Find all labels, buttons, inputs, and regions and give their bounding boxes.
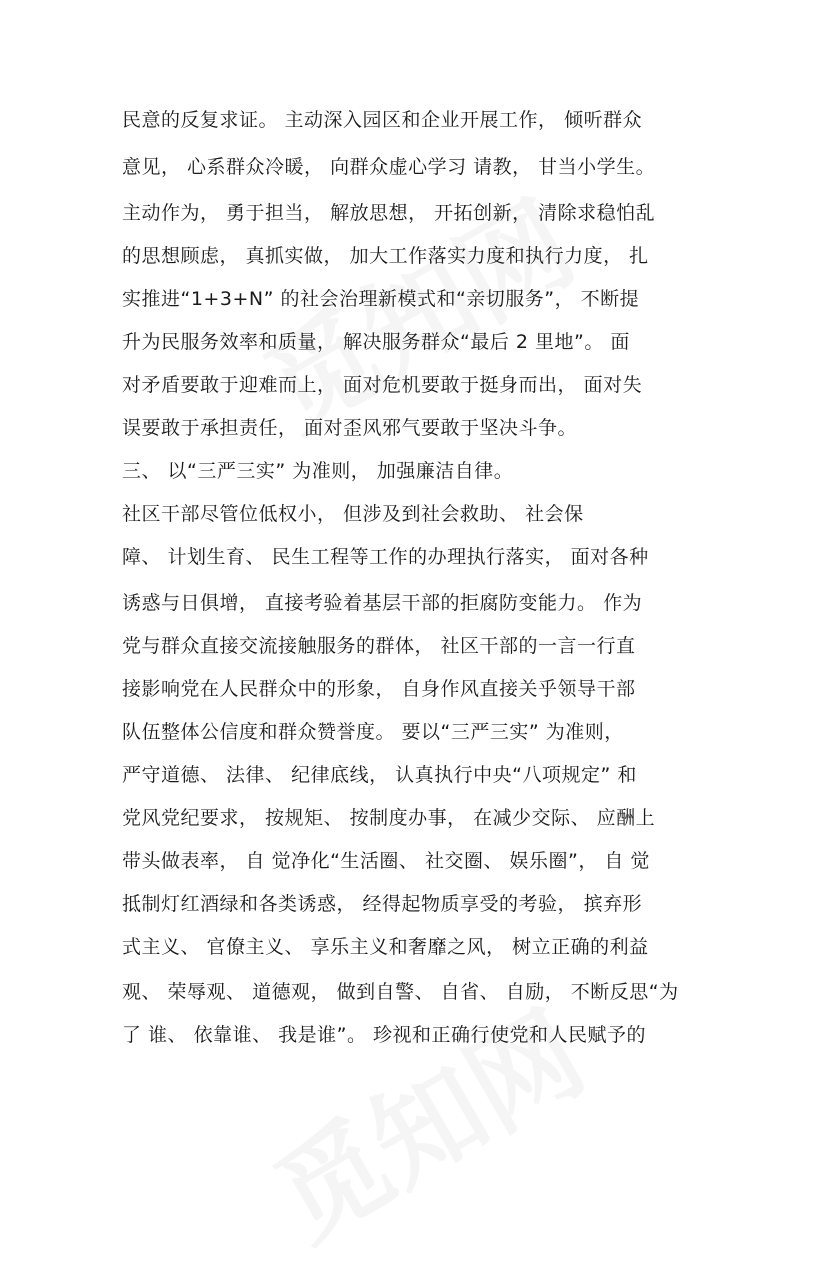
text-line: 党与群众直接交流接触服务的群体， 社区干部的一言一行直	[122, 635, 636, 657]
text-line: 严守道德、 法律、 纪律底线， 认真执行中央“八项规定” 和	[122, 764, 637, 786]
text-line: 主动作为， 勇于担当， 解放思想， 开拓创新， 清除求稳怕乱	[122, 202, 656, 224]
text-line: 误要敢于承担责任， 面对歪风邪气要敢于坚决斗争。	[122, 417, 578, 439]
text-line: 接影响党在人民群众中的形象， 自身作风直接关乎领导干部	[122, 678, 636, 700]
text-line: 队伍整体公信度和群众赞誉度。 要以“三严三实” 为准则，	[122, 721, 624, 743]
text-line: 对矛盾要敢于迎难而上， 面对危机要敢于挺身而出， 面对失	[122, 374, 643, 396]
text-line: 带头做表率， 自 觉净化“生活圈、 社交圈、 娱乐圈”， 自 觉	[122, 850, 650, 872]
section-heading: 三、 以“三严三实” 为准则， 加强廉洁自律。	[122, 460, 514, 482]
text-line: 的思想顾虑， 真抓实做， 加大工作落实力度和执行力度， 扎	[122, 245, 649, 267]
text-line: 社区干部尽管位低权小， 但涉及到社会救助、 社会保	[122, 503, 584, 525]
watermark-bottom	[243, 968, 608, 1270]
text-line: 意见， 心系群众冷暖， 向群众虚心学习 请教， 甘当小学生。	[122, 156, 656, 178]
text-line: 了 谁、 依靠谁、 我是谁”。 珍视和正确行使党和人民赋予的	[122, 1024, 647, 1046]
text-line: 实推进“1+3+N” 的社会治理新模式和“亲切服务”， 不断提	[122, 288, 640, 310]
text-line: 民意的反复求证。 主动深入园区和企业开展工作， 倾听群众	[122, 109, 643, 131]
text-line: 升为民服务效率和质量， 解决服务群众“最后 2 里地”。 面	[122, 331, 630, 353]
text-line: 诱惑与日俱增， 直接考验着基层干部的拒腐防变能力。 作为	[122, 592, 643, 614]
text-line: 党风党纪要求， 按规矩、 按制度办事， 在减少交际、 应酬上	[122, 807, 656, 829]
text-line: 式主义、 官僚主义、 享乐主义和奢靡之风， 树立正确的利益	[122, 936, 649, 958]
text-line: 抵制灯红酒绿和各类诱惑， 经得起物质享受的考验， 摈弃形	[122, 893, 643, 915]
text-line: 观、 荣辱观、 道德观， 做到自警、 自省、 自励， 不断反思“为	[122, 981, 679, 1003]
text-line: 障、 计划生育、 民生工程等工作的办理执行落实， 面对各种	[122, 546, 649, 568]
